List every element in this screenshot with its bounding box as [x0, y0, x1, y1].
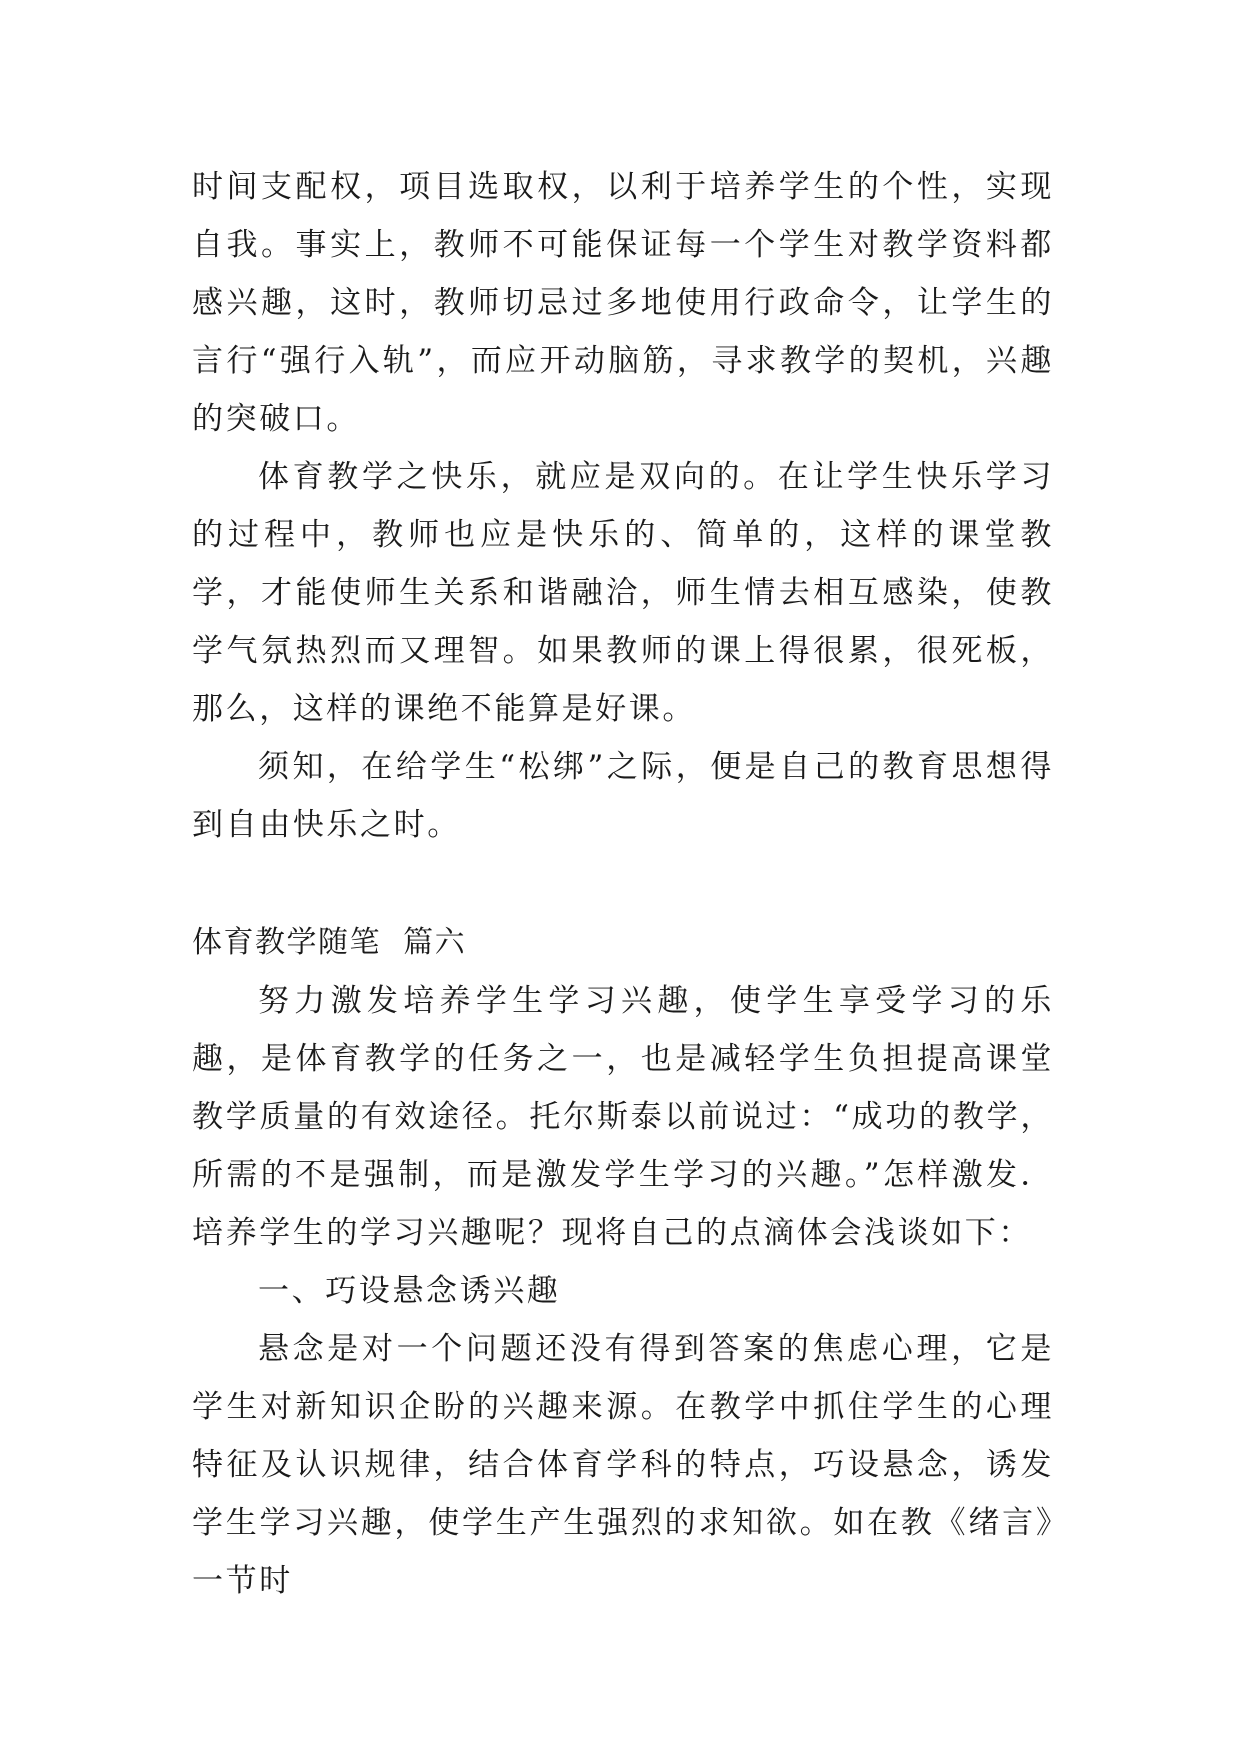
- paragraph-stimulate-interest: 努力激发培养学生学习兴趣，使学生享受学习的乐趣，是体育教学的任务之一，也是减轻学生负担提高课堂教学质量的有效途径。托尔斯泰以前说过：“成功的教学，所需的不是强制，而是激发学生学习的兴趣。”怎样激发．培养学生的学习兴趣呢？现将自己的点滴体会浅谈如下：: [192, 983, 1054, 1251]
- subheading-suspense: 一、巧设悬念诱兴趣: [258, 1273, 561, 1309]
- paragraph-loosen-binding: 须知，在给学生“松绑”之际，便是自己的教育思想得到自由快乐之时。: [192, 749, 1054, 843]
- section-six-body: [192, 972, 1054, 1610]
- section-heading: 体育教学随笔 篇六: [192, 925, 467, 960]
- paragraph-joy-two-way: 体育教学之快乐，就应是双向的。在让学生快乐学习的过程中，教师也应是快乐的、简单的，这样的课堂教学，才能使师生关系和谐融洽，师生情去相互感染，使教学气氛热烈而又理智。如果教师的课上得很累，很死板，那么，这样的课绝不能算是好课。: [192, 459, 1054, 727]
- paragraph-suspense: 悬念是对一个问题还没有得到答案的焦虑心理，它是学生对新知识企盼的兴趣来源。在教学中抓住学生的心理特征及认识规律，结合体育学科的特点，巧设悬念，诱发学生学习兴趣，使学生产生强烈的求知欲。如在教《绪言》一节时: [192, 1331, 1054, 1599]
- top-section: [192, 158, 1054, 854]
- paragraph-continuation: 时间支配权，项目选取权，以利于培养学生的个性，实现自我。事实上，教师不可能保证每一个学生对教学资料都感兴趣，这时，教师切忌过多地使用行政命令，让学生的言行“强行入轨”，而应开动脑筋，寻求教学的契机，兴趣的突破口。: [192, 169, 1054, 437]
